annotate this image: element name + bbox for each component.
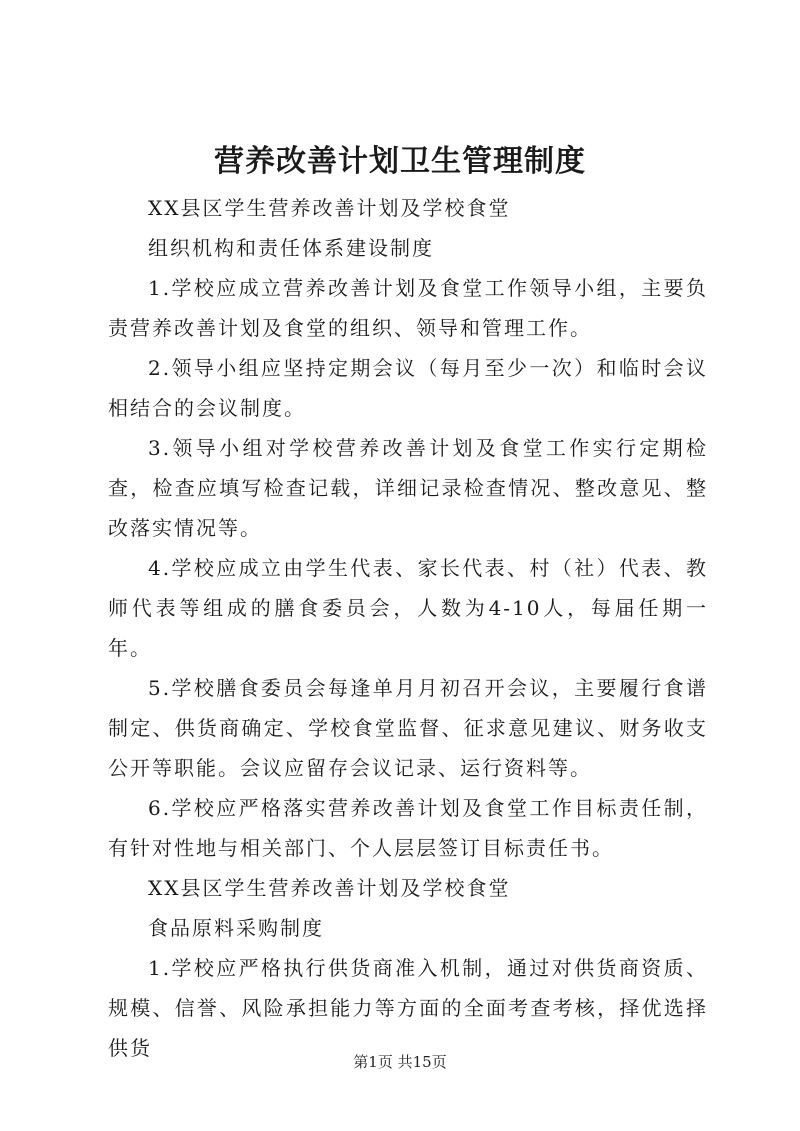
paragraph-item-2-1: 1.学校应严格执行供货商准入机制，通过对供货商资质、规模、信誉、风险承担能力等方面的全面考查考核，择优选择供货 (108, 956, 708, 1060)
paragraph-item-3: 3.领导小组对学校营养改善计划及食堂工作实行定期检查，检查应填写检查记载，详细记录检查情况、整改意见、整改落实情况等。 (108, 436, 708, 540)
paragraph-item-5: 5.学校膳食委员会每逢单月月初召开会议，主要履行食谱制定、供货商确定、学校食堂监督、征求意见建议、财务收支公开等职能。会议应留存会议记录、运行资料等。 (108, 676, 708, 780)
paragraph-item-2: 2.领导小组应坚持定期会议（每月至少一次）和临时会议相结合的会议制度。 (108, 356, 708, 420)
paragraph-heading-1a: XX县区学生营养改善计划及学校食堂 (148, 196, 511, 220)
paragraph-item-4: 4.学校应成立由学生代表、家长代表、村（社）代表、教师代表等组成的膳食委员会，人数为4-10人，每届任期一年。 (108, 556, 708, 660)
paragraph-item-1: 1.学校应成立营养改善计划及食堂工作领导小组，主要负责营养改善计划及食堂的组织、领导和管理工作。 (108, 276, 708, 340)
paragraph-heading-2b: 食品原料采购制度 (148, 916, 324, 940)
paragraph-heading-1b: 组织机构和责任体系建设制度 (148, 236, 434, 260)
document-title: 营养改善计划卫生管理制度 (214, 144, 586, 179)
page-footer: 第1页 共15页 (353, 1053, 447, 1071)
document-body (108, 188, 708, 1068)
paragraph-heading-2a: XX县区学生营养改善计划及学校食堂 (148, 876, 511, 900)
paragraph-item-6: 6.学校应严格落实营养改善计划及食堂工作目标责任制，有针对性地与相关部门、个人层层签订目标责任书。 (108, 796, 708, 860)
